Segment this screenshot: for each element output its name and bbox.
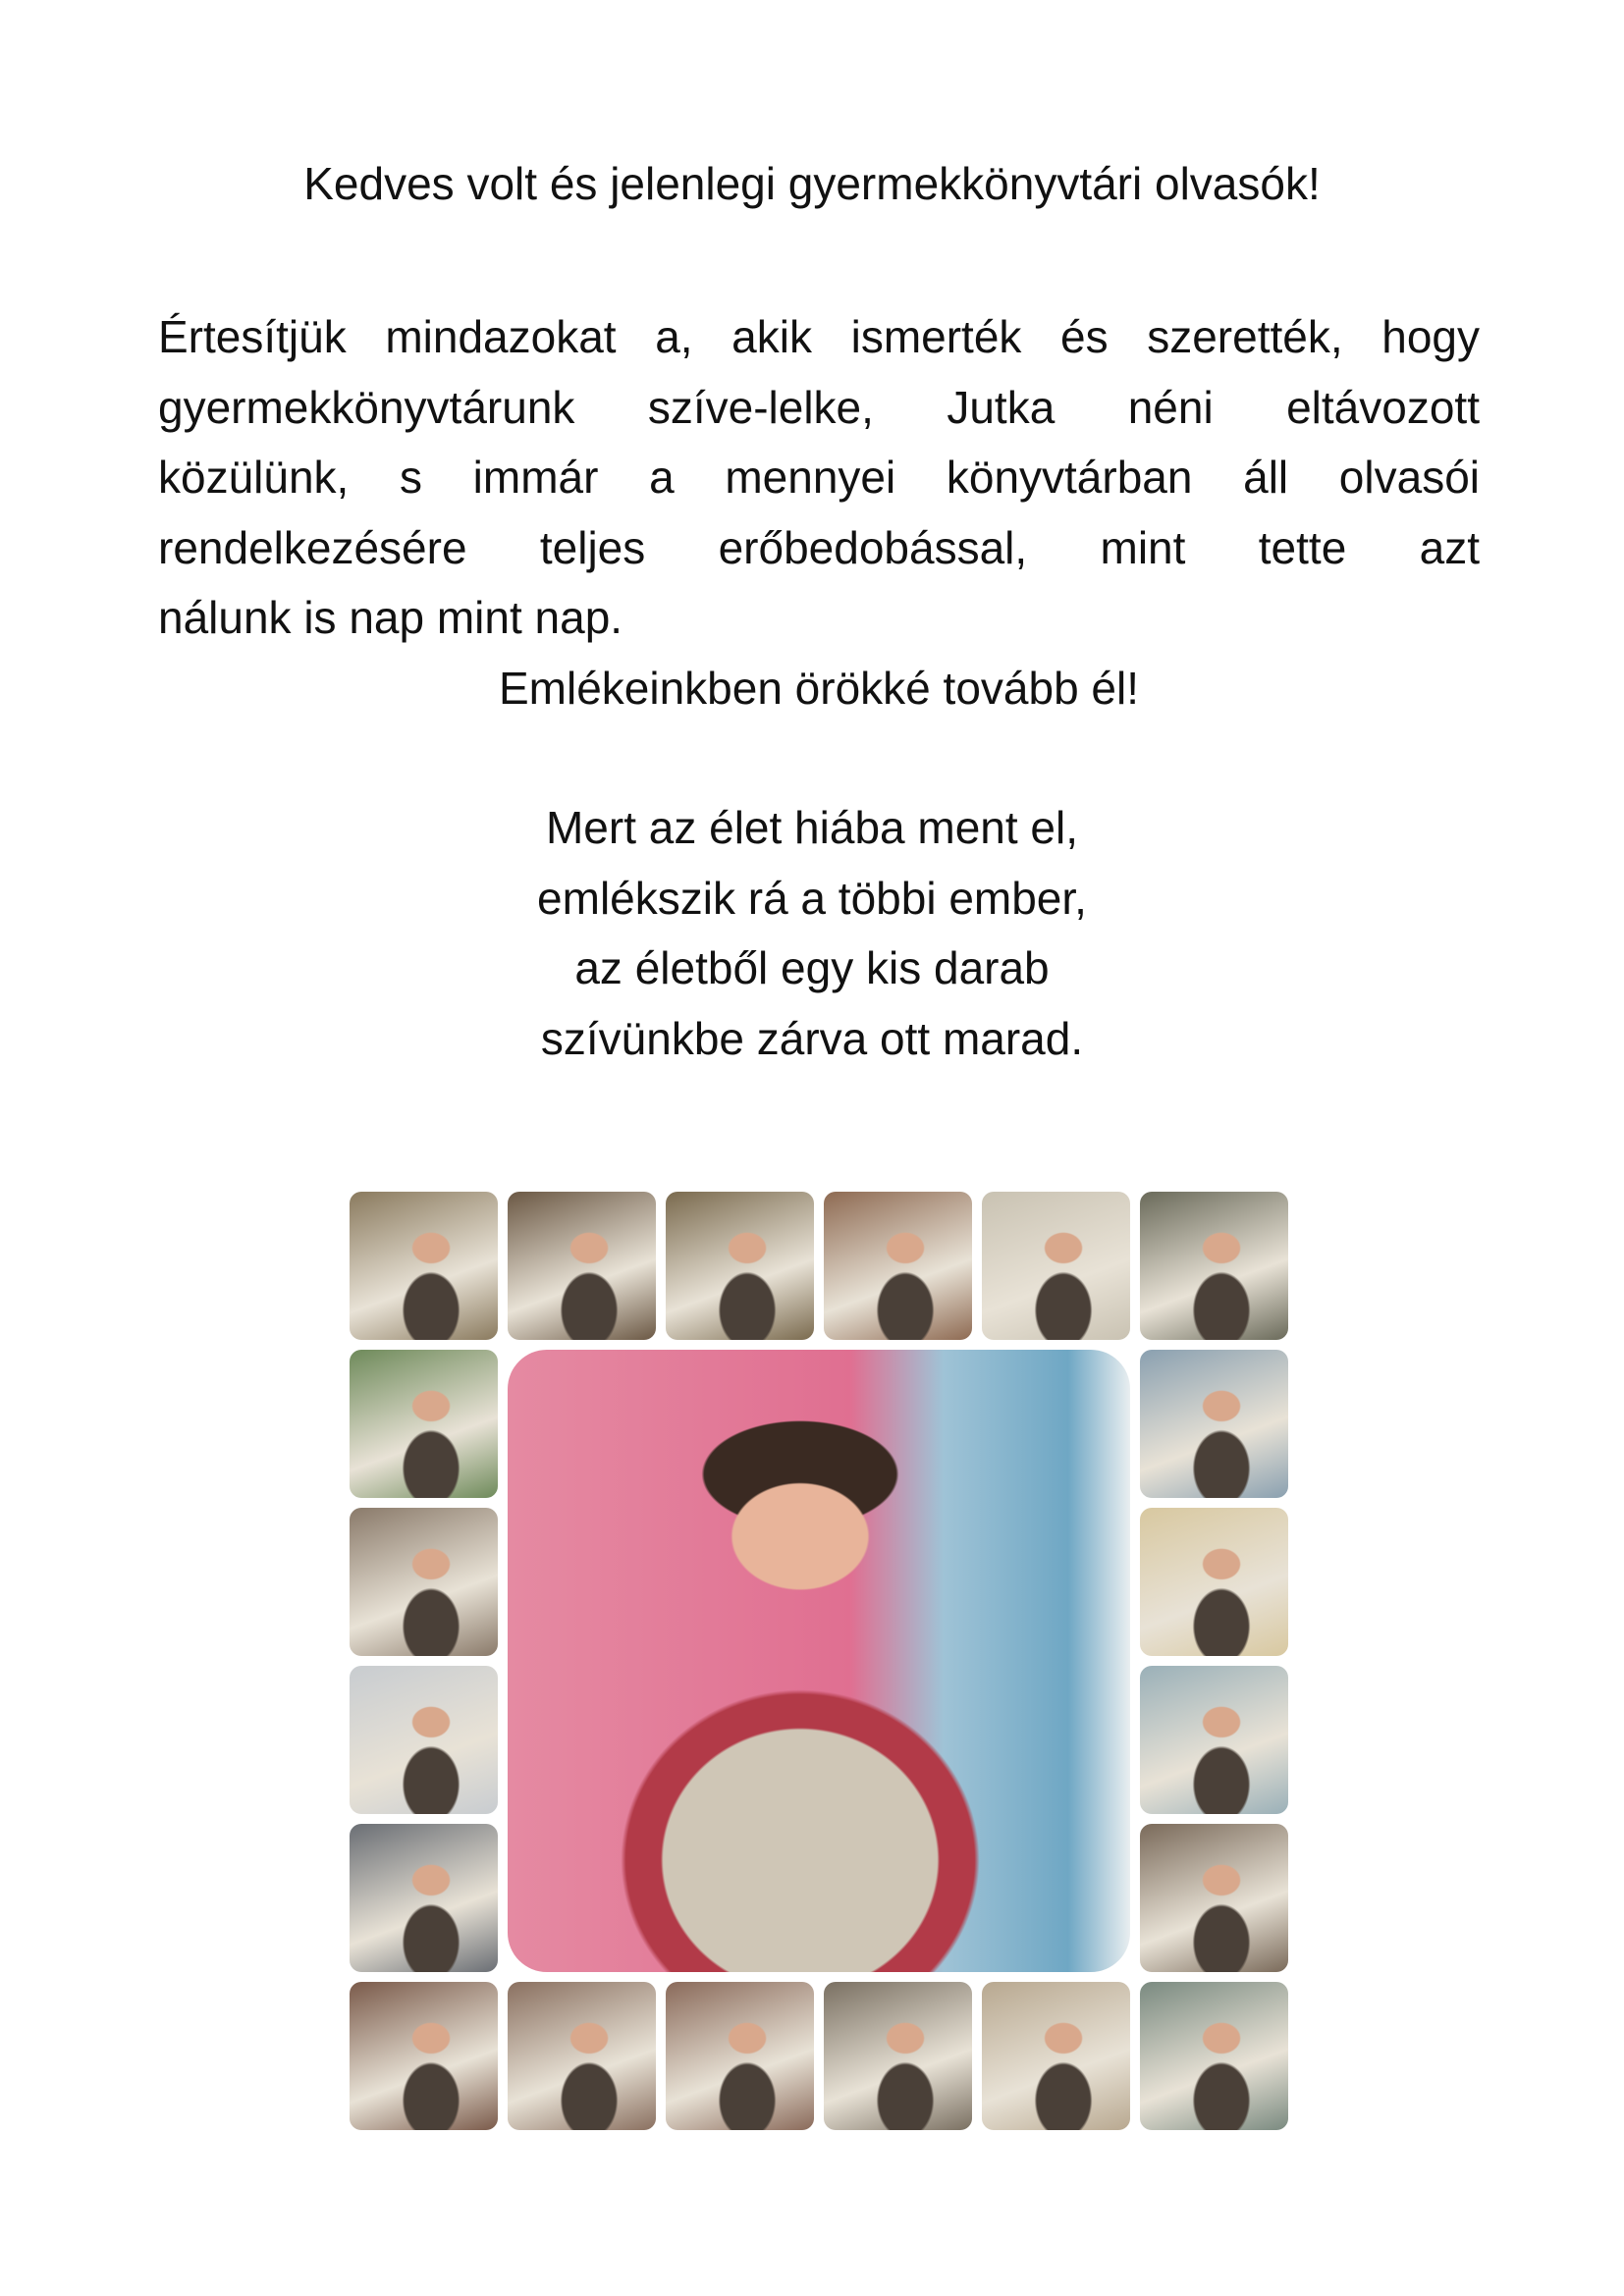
collage-photo — [350, 1982, 498, 2130]
collage-photo — [982, 1192, 1130, 1340]
collage-photo — [508, 1192, 656, 1340]
collage-photo — [350, 1508, 498, 1656]
collage-photo — [1140, 1982, 1288, 2130]
collage-photo — [1140, 1824, 1288, 1972]
closing-line: Emlékeinkben örökké tovább él! — [498, 662, 1140, 714]
collage-photo — [824, 1982, 972, 2130]
poem-line: emlékszik rá a többi ember, — [537, 872, 1087, 924]
paragraph-line: gyermekkönyvtárunk szíve-lelke, Jutka néni eltávozott — [158, 381, 1480, 433]
paragraph-line: rendelkezésére teljes erőbedobással, mint tette azt — [158, 521, 1480, 573]
poem-line: Mert az élet hiába ment el, — [545, 802, 1079, 853]
letter-heading: Kedves volt és jelenlegi gyermekkönyvtári olvasók! — [303, 158, 1321, 209]
collage-photo — [350, 1350, 498, 1498]
collage-photo — [982, 1982, 1130, 2130]
collage-photo — [824, 1192, 972, 1340]
collage-photo — [666, 1982, 814, 2130]
collage-photo — [350, 1666, 498, 1814]
paragraph-line: Értesítjük mindazokat a, akik ismerték és szerették, hogy — [158, 311, 1480, 362]
poem — [0, 793, 1624, 1074]
collage-photo — [350, 1192, 498, 1340]
paragraph-line: közülünk, s immár a mennyei könyvtárban áll olvasói — [158, 452, 1480, 503]
announcement-paragraph — [158, 302, 1480, 723]
main-portrait-photo — [508, 1350, 1130, 1972]
collage-photo — [1140, 1350, 1288, 1498]
poem-line: az életből egy kis darab — [574, 942, 1050, 993]
collage-photo — [666, 1192, 814, 1340]
collage-photo — [1140, 1666, 1288, 1814]
collage-photo — [1140, 1508, 1288, 1656]
collage-photo — [508, 1982, 656, 2130]
poem-line: szívünkbe zárva ott marad. — [540, 1012, 1084, 1064]
collage-photo — [1140, 1192, 1288, 1340]
paragraph-line: nálunk is nap mint nap. — [158, 592, 623, 643]
collage-photo — [350, 1824, 498, 1972]
photo-collage — [350, 1192, 1287, 2129]
